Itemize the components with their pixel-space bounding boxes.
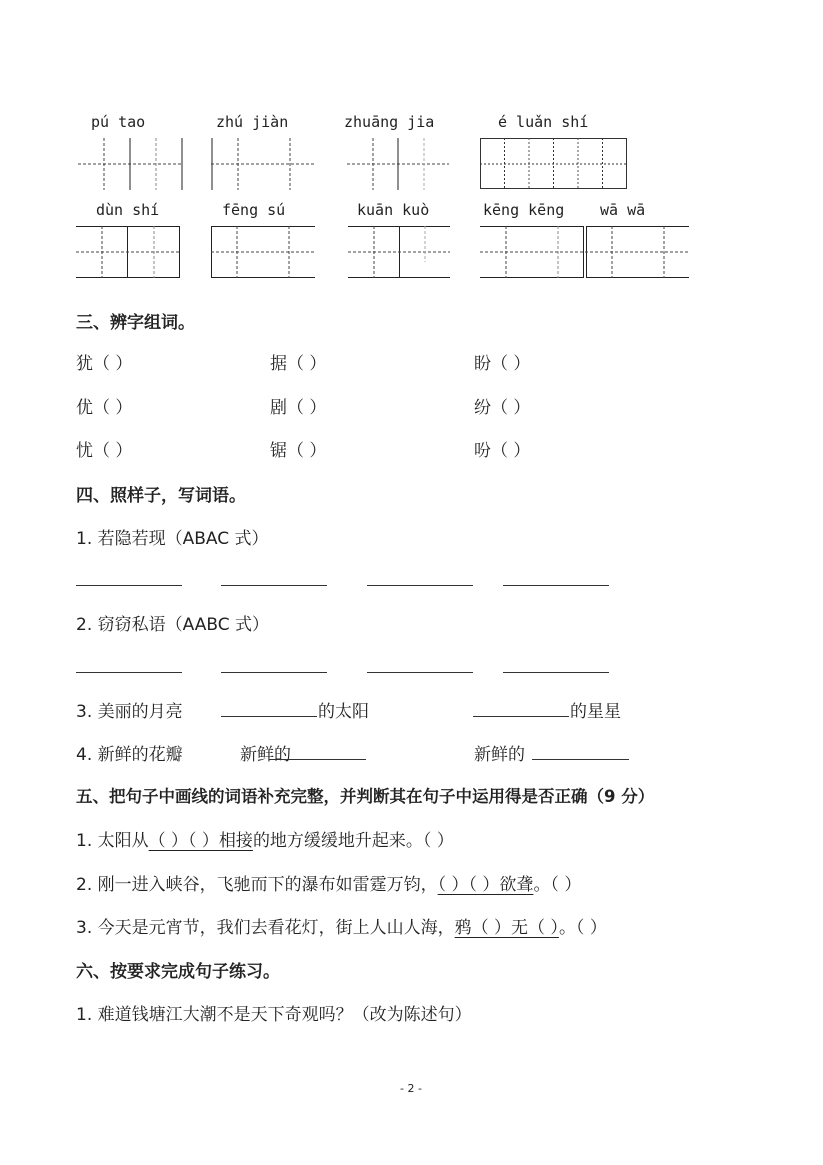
sentence-text: 3. 今天是元宵节，我们去看花灯，街上人山人海， xyxy=(76,918,455,938)
sentence-text: 。（ ） xyxy=(533,875,582,895)
question-5-2 xyxy=(76,870,581,895)
pinyin-zhujian: zhú jiàn xyxy=(216,113,289,131)
question-4-3-label: 3. 美丽的月亮 xyxy=(76,702,183,722)
question-5-1 xyxy=(76,826,454,851)
underlined-idiom[interactable]: 鸦（ ）无（ ） xyxy=(454,918,559,938)
answer-paren[interactable]: （ ） xyxy=(93,354,133,374)
section-6-title: 六、按要求完成句子练习。 xyxy=(76,962,280,982)
question-4-4-label: 4. 新鲜的花瓣 xyxy=(76,745,183,765)
underlined-idiom[interactable]: （ ）（ ）相接 xyxy=(148,831,253,851)
char-row-1-col-2 xyxy=(270,349,326,374)
page-number: - 2 - xyxy=(400,1082,422,1095)
pinyin-zhuangjia: zhuāng jia xyxy=(344,113,435,131)
question-4-4-a: 新鲜的 xyxy=(240,745,291,765)
answer-paren[interactable]: （ ） xyxy=(287,354,327,374)
sentence-text: 2. 刚一进入峡谷，飞驰而下的瀑布如雷霆万钧， xyxy=(76,875,438,895)
answer-line[interactable] xyxy=(221,584,327,586)
char-row-3-col-1 xyxy=(76,436,132,461)
char-row-1-col-1 xyxy=(76,349,132,374)
question-4-3-b: 的星星 xyxy=(570,702,621,722)
writing-grid-putao[interactable] xyxy=(78,138,184,190)
sentence-text: 。（ ） xyxy=(558,918,607,938)
char-row-3-col-3 xyxy=(474,436,530,461)
writing-grid-eluanshi[interactable] xyxy=(480,138,628,190)
sentence-text: 的地方缓缓地升起来。（ ） xyxy=(252,831,454,851)
underlined-idiom[interactable]: （ ）（ ）欲聋 xyxy=(437,875,534,895)
pinyin-kuankuo: kuān kuò xyxy=(357,201,430,219)
pinyin-dunshi: dùn shí xyxy=(96,201,160,219)
answer-line[interactable] xyxy=(367,584,473,586)
pinyin-fengsu: fēng sú xyxy=(222,201,286,219)
question-4-4-b: 新鲜的 xyxy=(474,745,525,765)
question-4-1: 1. 若隐若现（ABAC 式） xyxy=(76,529,269,549)
answer-line[interactable] xyxy=(473,715,569,717)
writing-grid-zhuangjia[interactable] xyxy=(347,138,451,190)
answer-line[interactable] xyxy=(76,671,182,673)
question-4-2: 2. 窃窃私语（AABC 式） xyxy=(76,615,269,635)
writing-grid-dunshi[interactable] xyxy=(76,226,182,278)
char: 据 xyxy=(270,354,287,374)
char: 忧 xyxy=(76,441,93,461)
answer-line[interactable] xyxy=(221,671,327,673)
question-5-3 xyxy=(76,913,607,938)
char: 吩 xyxy=(474,441,491,461)
char-row-2-col-1 xyxy=(76,393,132,418)
writing-grid-fengsu[interactable] xyxy=(211,226,317,278)
pinyin-eluanshi: é luǎn shí xyxy=(498,113,589,131)
answer-paren[interactable]: （ ） xyxy=(93,441,133,461)
answer-paren[interactable]: （ ） xyxy=(287,398,327,418)
answer-line[interactable] xyxy=(221,715,317,717)
char-row-3-col-2 xyxy=(270,436,326,461)
answer-line[interactable] xyxy=(76,584,182,586)
writing-grid-kengkeng-wawa[interactable] xyxy=(480,226,690,278)
answer-paren[interactable]: （ ） xyxy=(491,354,531,374)
writing-grid-kuankuo[interactable] xyxy=(348,226,452,278)
char-row-1-col-3 xyxy=(474,349,530,374)
answer-paren[interactable]: （ ） xyxy=(491,441,531,461)
answer-paren[interactable]: （ ） xyxy=(287,441,327,461)
answer-line[interactable] xyxy=(269,758,366,760)
section-4-title: 四、照样子，写词语。 xyxy=(76,486,246,506)
answer-line[interactable] xyxy=(503,584,609,586)
char-row-2-col-2 xyxy=(270,393,326,418)
sentence-text: 1. 太阳从 xyxy=(76,831,149,851)
char: 犹 xyxy=(76,354,93,374)
answer-paren[interactable]: （ ） xyxy=(491,398,531,418)
section-3-title: 三、辨字组词。 xyxy=(76,313,195,333)
char: 盼 xyxy=(474,354,491,374)
pinyin-wawa: wā wā xyxy=(600,201,646,219)
answer-line[interactable] xyxy=(367,671,473,673)
char: 锯 xyxy=(270,441,287,461)
char: 纷 xyxy=(474,398,491,418)
pinyin-putao: pú tao xyxy=(91,113,146,131)
question-6-1: 1. 难道钱塘江大潮不是天下奇观吗？（改为陈述句） xyxy=(76,1005,472,1025)
answer-line[interactable] xyxy=(503,671,609,673)
writing-grid-zhujian[interactable] xyxy=(211,138,317,190)
section-5-title: 五、把句子中画线的词语补充完整，并判断其在句子中运用得是否正确（9 分） xyxy=(76,787,655,806)
answer-line[interactable] xyxy=(532,758,629,760)
char: 剧 xyxy=(270,398,287,418)
char-row-2-col-3 xyxy=(474,393,530,418)
pinyin-kengkeng: kēng kēng xyxy=(483,201,565,219)
char: 优 xyxy=(76,398,93,418)
answer-paren[interactable]: （ ） xyxy=(93,398,133,418)
question-4-3-a: 的太阳 xyxy=(318,702,369,722)
